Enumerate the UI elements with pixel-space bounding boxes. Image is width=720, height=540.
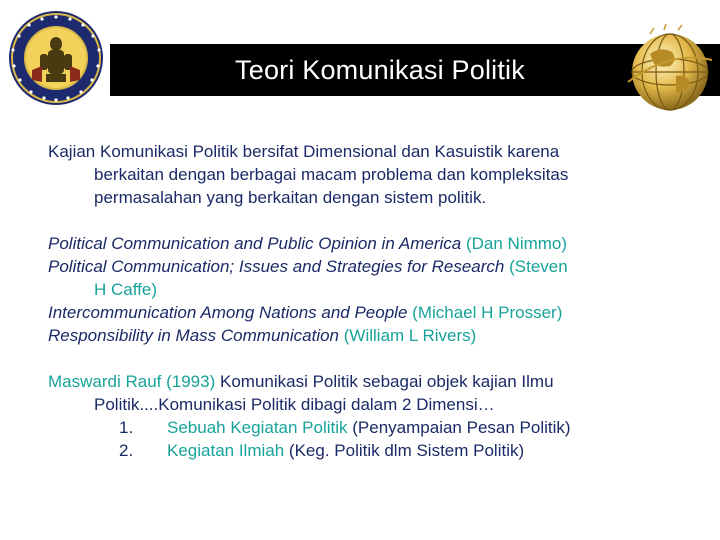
reference-author: (Michael H Prosser) bbox=[412, 303, 563, 322]
reference-title: Intercommunication Among Nations and People bbox=[48, 303, 408, 322]
reference-item bbox=[48, 232, 708, 255]
list-highlight: Sebuah Kegiatan Politik bbox=[167, 418, 348, 437]
intro-paragraph bbox=[48, 140, 708, 209]
list-item bbox=[48, 416, 708, 439]
university-logo bbox=[2, 8, 110, 108]
list-detail: (Penyampaian Pesan Politik) bbox=[352, 418, 571, 437]
reference-title: Responsibility in Mass Communication bbox=[48, 326, 340, 345]
dimension-paragraph bbox=[48, 370, 708, 462]
list-number: 1. bbox=[119, 418, 134, 437]
intro-line-3: permasalahan yang berkaitan dengan sistem politik. bbox=[94, 188, 487, 207]
reference-item bbox=[48, 255, 708, 278]
intro-line-1: Kajian Komunikasi Politik bersifat Dimensional dan Kasuistik karena bbox=[48, 142, 560, 161]
reference-item bbox=[48, 324, 708, 347]
reference-item bbox=[48, 301, 708, 324]
reference-list bbox=[48, 232, 708, 347]
list-highlight: Kegiatan Ilmiah bbox=[167, 441, 285, 460]
slide-content bbox=[48, 140, 708, 462]
reference-author: (Steven bbox=[509, 257, 568, 276]
intro-line-2: berkaitan dengan berbagai macam problema dan kompleksitas bbox=[94, 165, 569, 184]
globe-icon bbox=[620, 20, 718, 118]
dimension-text: Komunikasi Politik sebagai objek kajian Ilmu bbox=[219, 372, 554, 391]
page-title: Teori Komunikasi Politik bbox=[235, 54, 525, 85]
list-number: 2. bbox=[119, 441, 134, 460]
dimension-line-2: Politik....Komunikasi Politik dibagi dalam 2 Dimensi… bbox=[94, 395, 495, 414]
list-detail: (Keg. Politik dlm Sistem Politik) bbox=[288, 441, 525, 460]
dimension-source: Maswardi Rauf (1993) bbox=[48, 372, 216, 391]
reference-title: Political Communication and Public Opinion in America bbox=[48, 234, 462, 253]
list-item bbox=[48, 439, 708, 462]
reference-title: Political Communication; Issues and Strategies for Research bbox=[48, 257, 505, 276]
reference-author: (William L Rivers) bbox=[343, 326, 477, 345]
reference-author: (Dan Nimmo) bbox=[465, 234, 568, 253]
dimension-line-1 bbox=[48, 370, 708, 393]
reference-author-continued: H Caffe) bbox=[94, 280, 157, 299]
